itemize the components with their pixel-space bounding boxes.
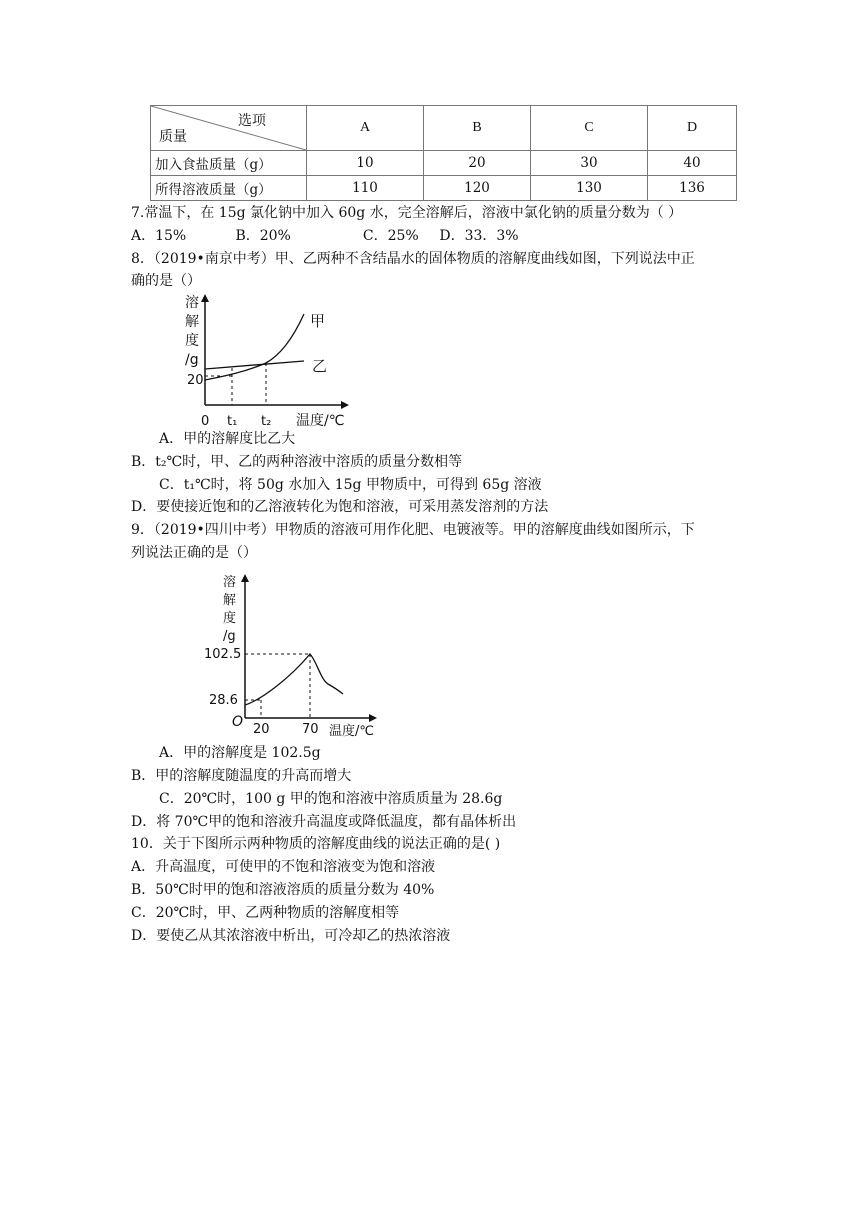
q8-curve-jia bbox=[205, 314, 304, 380]
q8-x-tick-0: 0 bbox=[201, 414, 210, 429]
svg-text:解: 解 bbox=[185, 314, 199, 330]
q7-option-b: B．20% bbox=[235, 228, 291, 244]
q8-solubility-figure bbox=[180, 292, 360, 432]
q8-stem-line1: 8．（2019•南京中考）甲、乙两种不含结晶水的固体物质的溶解度曲线如图，下列说法中正 bbox=[131, 251, 695, 267]
q7-stem: 7.常温下，在 15g 氯化钠中加入 60g 水，完全溶解后，溶液中氯化钠的质量分数为（ ） bbox=[131, 205, 683, 221]
q8-y-axis-arrow bbox=[201, 294, 209, 302]
q8-x-axis-label: 温度/℃ bbox=[296, 413, 345, 429]
q10-option-d: D．要使乙从其浓溶液中析出，可冷却乙的热浓溶液 bbox=[131, 928, 451, 944]
table-cell: 30 bbox=[531, 151, 648, 176]
header-bottom-label: 质量 bbox=[159, 129, 187, 145]
svg-text:度: 度 bbox=[185, 333, 199, 349]
table-cell: 10 bbox=[307, 151, 424, 176]
svg-text:溶: 溶 bbox=[185, 295, 199, 311]
options-table bbox=[150, 105, 737, 201]
q9-option-d: D．将 70℃甲的饱和溶液升高温度或降低温度，都有晶体析出 bbox=[131, 814, 517, 830]
table-cell: 136 bbox=[648, 176, 737, 201]
q10-option-c: C．20℃时，甲、乙两种物质的溶解度相等 bbox=[131, 905, 400, 921]
q10-option-a: A．升高温度，可使甲的不饱和溶液变为饱和溶液 bbox=[131, 859, 436, 875]
q9-y-tick-102: 102.5 bbox=[204, 647, 242, 662]
table-row bbox=[151, 151, 737, 176]
q7-option-a: A．15% bbox=[131, 228, 187, 244]
q9-option-b: B．甲的溶解度随温度的升高而增大 bbox=[131, 768, 352, 784]
header-top-label: 选项 bbox=[238, 113, 266, 129]
q9-stem-line2: 列说法正确的是（） bbox=[131, 545, 257, 561]
q9-curve-jia bbox=[245, 654, 343, 705]
column-header: B bbox=[424, 106, 531, 151]
q10-option-b: B．50℃时甲的饱和溶液溶质的质量分数为 40% bbox=[131, 882, 435, 898]
table-cell: 110 bbox=[307, 176, 424, 201]
table-cell: 130 bbox=[531, 176, 648, 201]
table-header-row bbox=[151, 106, 737, 151]
q7-option-d: D．33．3% bbox=[439, 228, 519, 244]
q8-y-tick: 20 bbox=[187, 373, 204, 388]
column-header: D bbox=[648, 106, 737, 151]
diagonal-header-cell bbox=[151, 106, 307, 151]
q9-origin-label: O bbox=[232, 714, 244, 730]
q9-x-axis-label: 温度/℃ bbox=[329, 724, 374, 739]
q8-stem-line2: 确的是（） bbox=[131, 273, 201, 289]
q9-option-c: C．20℃时，100 g 甲的饱和溶液中溶质质量为 28.6g bbox=[159, 791, 503, 807]
q9-option-a: A．甲的溶解度是 102.5g bbox=[159, 745, 321, 761]
q8-option-a: A．甲的溶解度比乙大 bbox=[159, 431, 296, 447]
q9-x-tick-70: 70 bbox=[302, 722, 319, 737]
q8-x-tick-t1: t₁ bbox=[227, 414, 238, 429]
q8-option-d: D．要使接近饱和的乙溶液转化为饱和溶液，可采用蒸发溶剂的方法 bbox=[131, 499, 549, 515]
q9-y-axis-label bbox=[223, 574, 236, 644]
q8-option-c: C．t₁℃时，将 50g 水加入 15g 甲物质中，可得到 65g 溶液 bbox=[159, 477, 542, 493]
q8-x-axis-arrow bbox=[341, 401, 349, 409]
svg-text:/g: /g bbox=[223, 629, 236, 644]
column-header: C bbox=[531, 106, 648, 151]
q8-x-tick-t2: t₂ bbox=[261, 414, 272, 429]
row-label: 加入食盐质量（g） bbox=[151, 151, 307, 176]
table-cell: 40 bbox=[648, 151, 737, 176]
q8-y-axis-label bbox=[185, 294, 199, 368]
q8-option-b: B．t₂℃时，甲、乙的两种溶液中溶质的质量分数相等 bbox=[131, 454, 463, 470]
q8-series-label-yi: 乙 bbox=[312, 357, 328, 375]
q8-series-label-jia: 甲 bbox=[310, 312, 326, 330]
row-label: 所得溶液质量（g） bbox=[151, 176, 307, 201]
q7-option-c: C．25% bbox=[362, 228, 419, 244]
q9-x-axis-arrow bbox=[369, 714, 377, 722]
q9-y-tick-28: 28.6 bbox=[209, 693, 238, 708]
q9-solubility-figure bbox=[195, 570, 415, 740]
q7-options bbox=[131, 226, 519, 247]
table-cell: 20 bbox=[424, 151, 531, 176]
svg-text:溶: 溶 bbox=[223, 575, 237, 590]
svg-text:解: 解 bbox=[223, 593, 237, 608]
q9-stem-line1: 9．（2019•四川中考）甲物质的溶液可用作化肥、电镀液等。甲的溶解度曲线如图所示，下 bbox=[131, 522, 695, 538]
q9-y-axis-arrow bbox=[241, 574, 249, 582]
column-header: A bbox=[307, 106, 424, 151]
table-cell: 120 bbox=[424, 176, 531, 201]
svg-text:度: 度 bbox=[223, 611, 237, 626]
table-row bbox=[151, 176, 737, 201]
q9-x-tick-20: 20 bbox=[253, 722, 270, 737]
svg-text:/g: /g bbox=[185, 352, 199, 368]
q10-stem: 10．关于下图所示两种物质的溶解度曲线的说法正确的是( ) bbox=[131, 836, 501, 852]
